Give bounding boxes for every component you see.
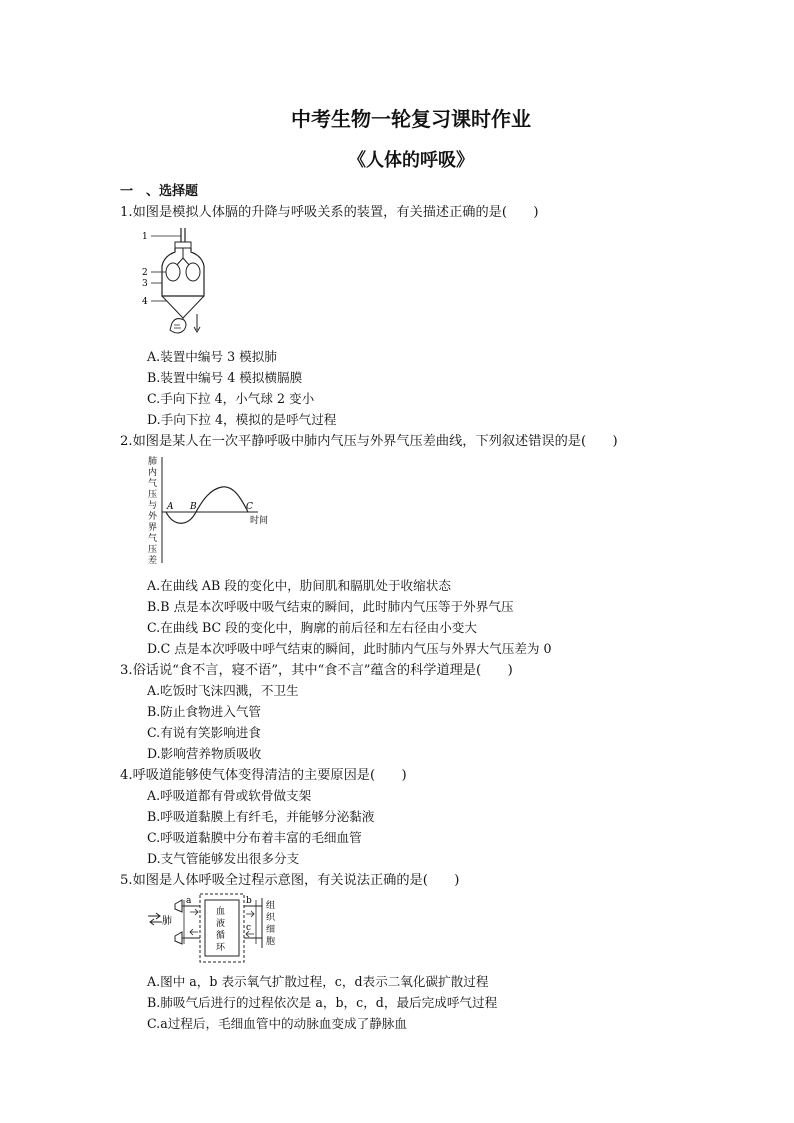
section-heading: 一 、选择题 (120, 184, 199, 199)
fig2-ylabel-2: 内 (148, 468, 158, 478)
fig2-ylabel-1: 肺 (148, 457, 158, 467)
bell-jar-diagram (140, 226, 210, 338)
question-4-option-b: B.呼吸道黏膜上有纤毛，并能够分泌黏液 (147, 809, 375, 824)
question-3-option-b: B.防止食物进入气管 (147, 704, 262, 719)
question-5-stem: 5.如图是人体呼吸全过程示意图，有关说法正确的是( ) (120, 873, 460, 888)
fig2-point-b: B (190, 502, 197, 512)
fig5-blood-4: 环 (216, 943, 226, 953)
question-4-stem: 4.呼吸道能够使气体变得清洁的主要原因是( ) (120, 768, 407, 783)
fig5-letter-b: b (246, 896, 252, 906)
question-2-option-b: B.B 点是本次呼吸中吸气结束的瞬间，此时肺内气压等于外界气压 (147, 599, 514, 614)
fig2-point-c: C (246, 502, 253, 512)
question-4-option-c: C.呼吸道黏膜中分布着丰富的毛细血管 (147, 830, 362, 845)
question-3-option-c: C.有说有笑影响进食 (147, 725, 261, 740)
fig2-ylabel-6: 外 (148, 512, 158, 522)
fig2-xlabel: 时间 (250, 516, 269, 526)
question-3-option-a: A.吃饭时飞沫四溅，不卫生 (147, 683, 299, 698)
fig5-blood-1: 血 (216, 907, 226, 917)
fig2-ylabel-7: 界 (148, 523, 158, 533)
question-1-option-d: D.手向下拉 4，模拟的是呼气过程 (147, 412, 337, 427)
question-5-option-c: C.a过程后，毛细血管中的动脉血变成了静脉血 (147, 1016, 407, 1031)
fig1-label-1: 1 (142, 232, 148, 242)
fig2-ylabel-10: 差 (148, 556, 158, 566)
fig1-label-3: 3 (142, 279, 148, 289)
question-1-option-c: C.手向下拉 4，小气球 2 变小 (147, 391, 315, 406)
page-title: 中考生物一轮复习课时作业 (291, 107, 531, 131)
question-2-stem: 2.如图是某人在一次平静呼吸中肺内气压与外界气压差曲线，下列叙述错误的是( ) (120, 434, 618, 449)
question-2-option-d: D.C 点是本次呼吸中呼气结束的瞬间，此时肺内气压与外界大气压差为 0 (147, 641, 552, 656)
question-1-option-b: B.装置中编号 4 模拟横膈膜 (147, 370, 303, 385)
fig2-ylabel-9: 压 (148, 545, 158, 555)
fig2-ylabel-8: 气 (148, 534, 158, 544)
fig2-ylabel-3: 气 (148, 479, 158, 489)
fig5-tissue-4: 胞 (266, 937, 276, 947)
respiration-process-diagram (146, 892, 286, 964)
fig5-tissue-1: 组 (266, 901, 276, 911)
pressure-curve-diagram (146, 455, 276, 567)
question-2-option-c: C.在曲线 BC 段的变化中，胸廓的前后径和左右径由小变大 (147, 620, 477, 635)
page-subtitle: 《人体的呼吸》 (348, 150, 474, 171)
question-4-option-a: A.呼吸道都有骨或软骨做支架 (147, 788, 312, 803)
question-3-option-d: D.影响营养物质吸收 (147, 746, 262, 761)
fig5-lung-label: 肺 (162, 916, 172, 927)
fig2-point-a: A (167, 502, 174, 512)
fig2-ylabel-5: 与 (148, 501, 158, 511)
question-1-stem: 1.如图是模拟人体膈的升降与呼吸关系的装置，有关描述正确的是( ) (120, 205, 539, 220)
question-2-option-a: A.在曲线 AB 段的变化中，肋间肌和膈肌处于收缩状态 (147, 578, 451, 593)
fig5-letter-a: a (186, 896, 192, 906)
fig5-blood-2: 液 (216, 919, 226, 929)
fig1-label-2: 2 (142, 268, 148, 278)
question-3-stem: 3.俗话说“食不言，寝不语”，其中“食不言”蕴含的科学道理是( ) (120, 663, 513, 678)
question-4-option-d: D.支气管能够发出很多分支 (147, 851, 300, 866)
question-5-option-a: A.图中 a，b 表示氧气扩散过程，c，d表示二氧化碳扩散过程 (147, 974, 489, 989)
fig1-label-4: 4 (142, 297, 148, 307)
question-5-option-b: B.肺吸气后进行的过程依次是 a，b，c，d，最后完成呼气过程 (147, 995, 498, 1010)
fig5-tissue-2: 织 (266, 913, 276, 923)
fig5-letter-c: c (246, 923, 252, 933)
fig5-tissue-3: 细 (266, 925, 276, 935)
fig2-ylabel-4: 压 (148, 490, 158, 500)
fig5-blood-3: 循 (216, 931, 226, 941)
question-1-option-a: A.装置中编号 3 模拟肺 (147, 349, 277, 364)
